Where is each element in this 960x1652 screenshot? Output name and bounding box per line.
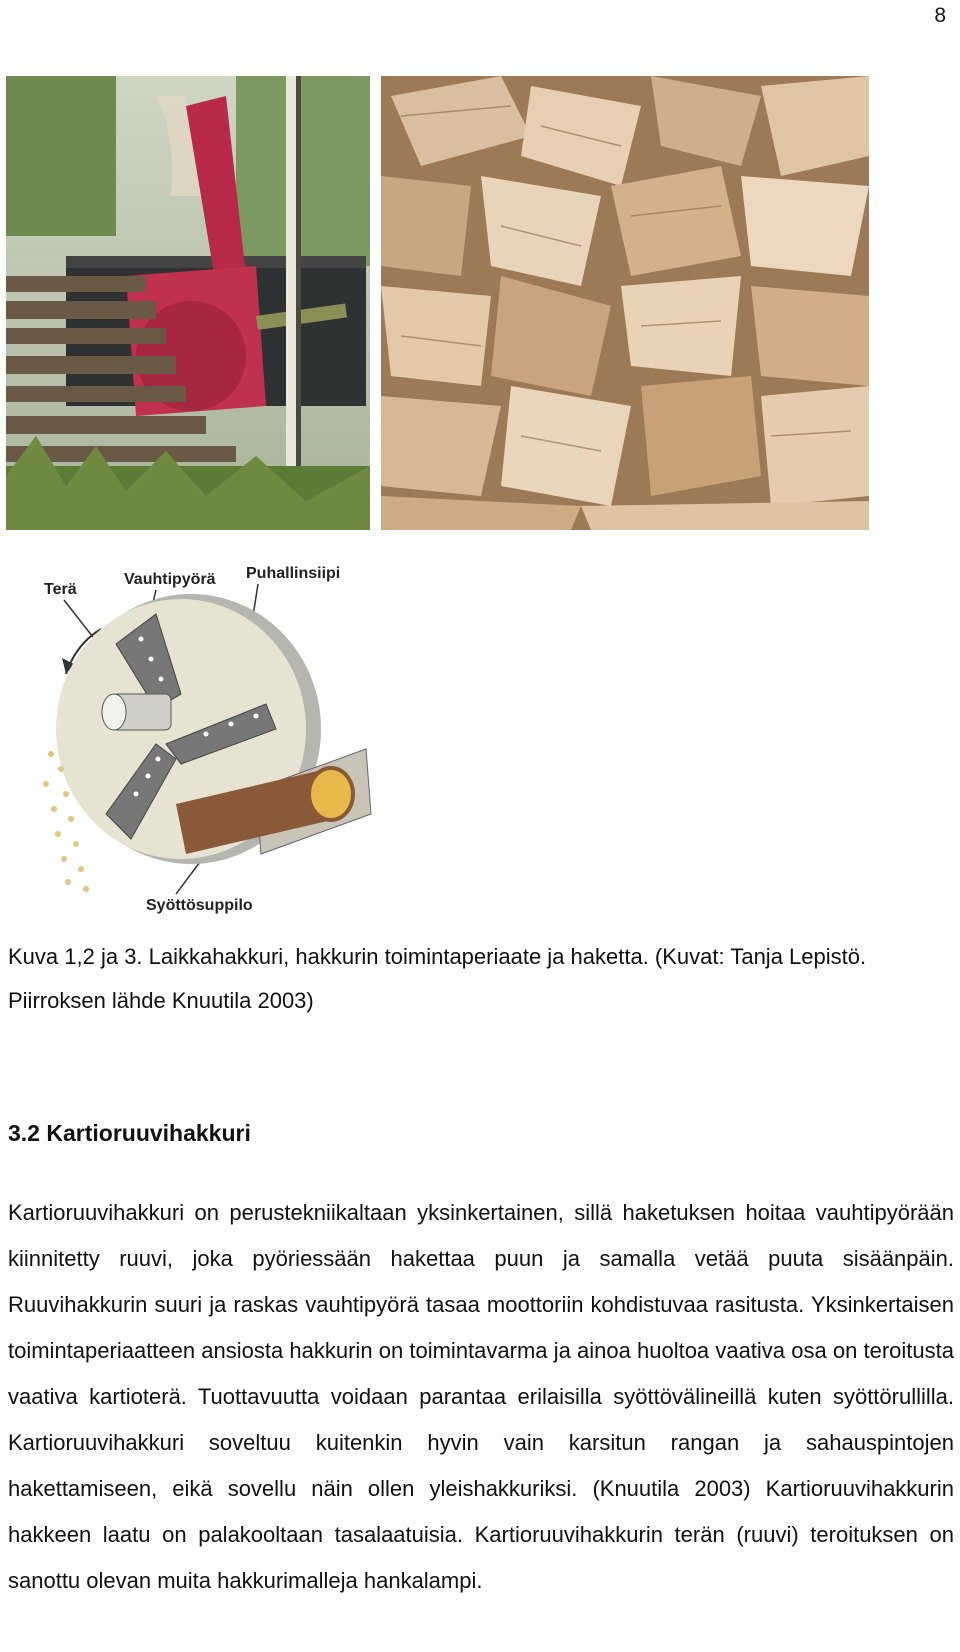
label-fan-blade: Puhallinsiipi — [246, 565, 341, 582]
page-number: 8 — [934, 4, 946, 27]
wood-chips-image — [381, 76, 869, 530]
figure-caption: Kuva 1,2 ja 3. Laikkahakkuri, hakkurin toimintaperiaate ja haketta. (Kuvat: Tanja Lepistö. Piirroksen lähde Knuutila 2003) — [8, 944, 867, 1013]
section-paragraph: Kartioruuvihakkuri on perustekniikaltaan yksinkertainen, sillä haketuksen hoitaa vauhtipyörään kiinnitetty ruuvi, joka pyöriessään hakettaa puun ja samalla vetää puuta sisäänpäin. Ruuvihakkurin suuri ja raskas vauhtipyörä tasaa moottoriin kohdistuvaa rasitusta. Yksinkertaisen toimintaperiaatteen ansiosta hakkurin on toimintavarma ja ainoa huoltoa vaativa osa on teroitusta vaativa kartioterä. Tuottavuutta voidaan parantaa erilaisilla syöttövälineillä kuten syöttörullilla. Kartioruuvihakkuri soveltuu kuitenkin hyvin vain karsitun rangan ja sahauspintojen hakettamiseen, eikä sovellu näin ollen yleishakkuriksi. (Knuutila 2003) Kartioruuvihakkurin hakkeen laatu on palakooltaan tasalaatuisia. Kartioruuvihakkurin terän (ruuvi) teroituksen on sanottu olevan muita hakkurimalleja hankalampi. — [8, 1200, 954, 1593]
label-feed-hopper: Syöttösuppilo — [146, 897, 253, 914]
section-heading: 3.2 Kartioruuvihakkuri — [8, 1120, 251, 1146]
chipper-photo-image — [6, 76, 370, 530]
chipper-diagram — [6, 554, 394, 918]
chipper-diagram-svg — [6, 554, 394, 918]
wood-chips-photo — [381, 76, 869, 530]
label-flywheel: Vauhtipyörä — [124, 571, 216, 588]
chipper-photo — [6, 76, 370, 530]
label-blade: Terä — [44, 581, 77, 598]
